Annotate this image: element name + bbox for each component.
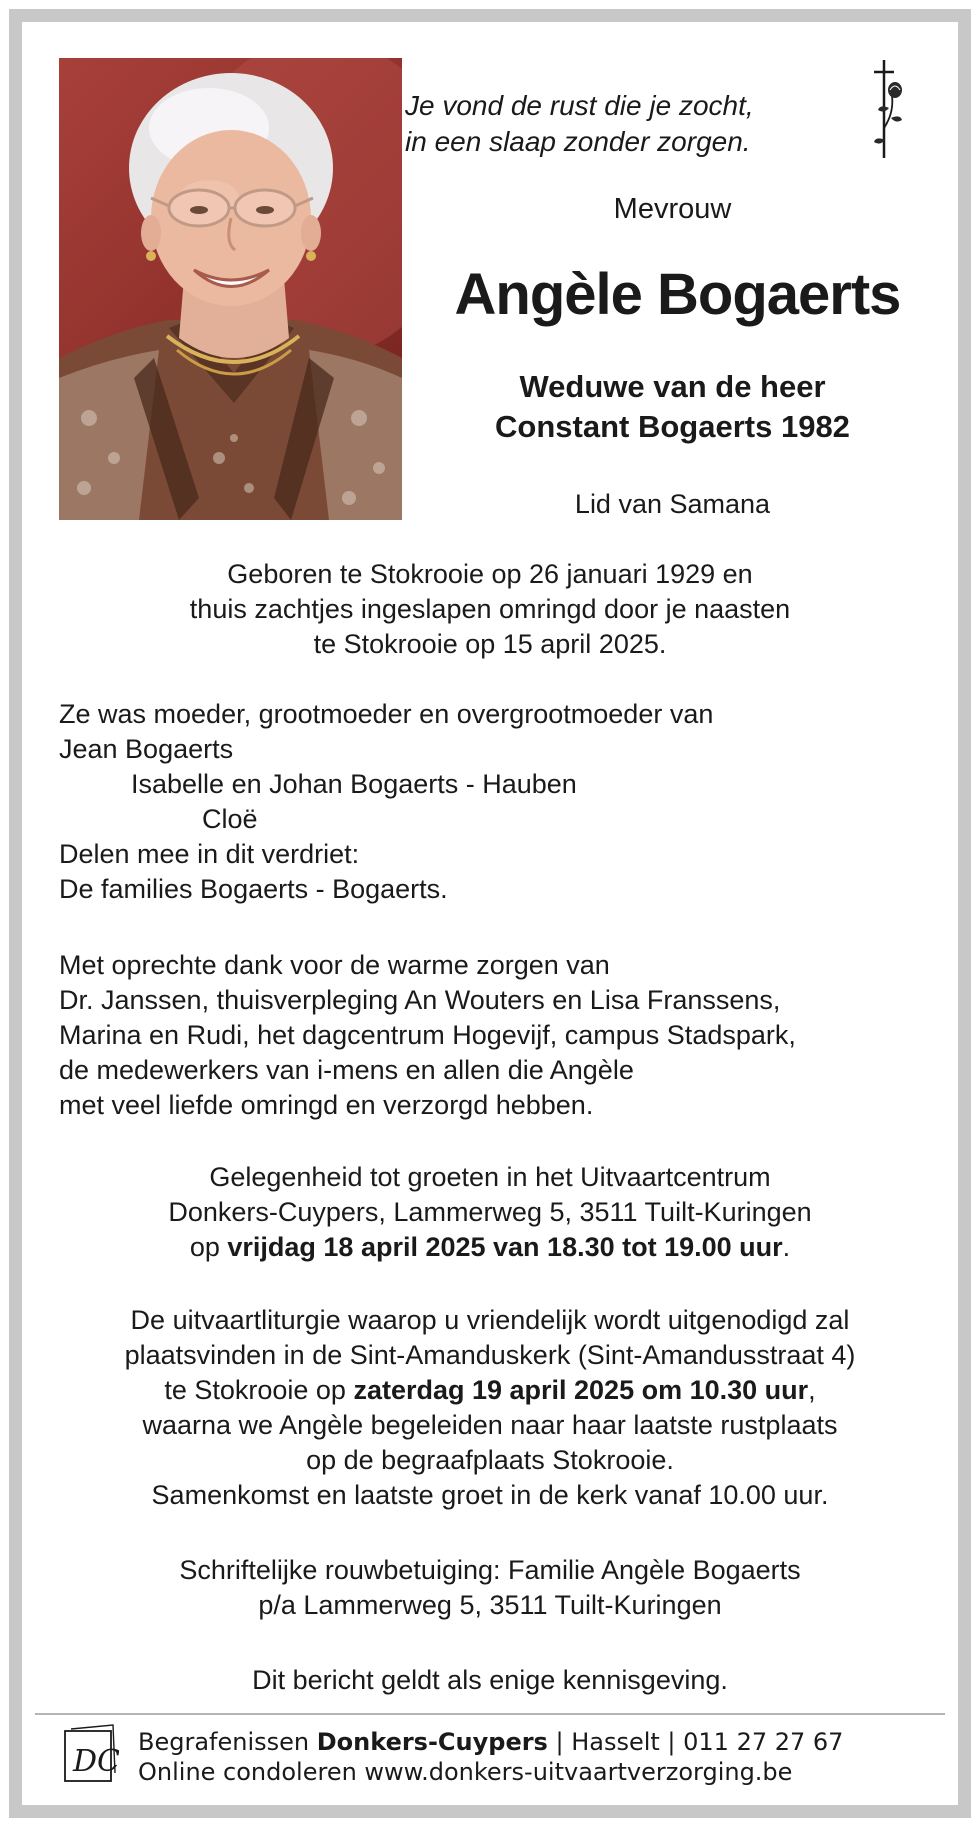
visitation-prefix: op xyxy=(189,1232,228,1262)
footer-line-1 xyxy=(138,1726,843,1758)
birth-line-3: te Stokrooie op 15 april 2025. xyxy=(313,629,667,659)
cross-with-rose-icon xyxy=(868,58,916,160)
funeral-line-6: Samenkomst en laatste groet in de kerk vanaf 10.00 uur. xyxy=(151,1480,829,1510)
family-great-grandchild: Cloë xyxy=(202,804,258,834)
funeral-datetime: zaterdag 19 april 2025 om 10.30 uur xyxy=(353,1375,809,1405)
thanks-line-5: met veel liefde omringd en verzorgd hebben. xyxy=(59,1090,594,1120)
visitation-line-1: Gelegenheid tot groeten in het Uitvaartcentrum xyxy=(209,1162,771,1192)
footer-company: Donkers-Cuypers xyxy=(316,1728,548,1756)
thanks-line-2: Dr. Janssen, thuisverpleging An Wouters en Lisa Franssens, xyxy=(59,985,781,1015)
family-child: Jean Bogaerts xyxy=(59,734,234,764)
thanks-line-1: Met oprechte dank voor de warme zorgen van xyxy=(59,950,610,980)
family-families: De families Bogaerts - Bogaerts. xyxy=(59,874,448,904)
family-share-intro: Delen mee in dit verdriet: xyxy=(59,839,360,869)
deceased-name: Angèle Bogaerts xyxy=(454,262,901,327)
thanks-line-3: Marina en Rudi, het dagcentrum Hogevijf, campus Stadspark, xyxy=(59,1020,796,1050)
funeral-suffix: , xyxy=(808,1375,816,1405)
condolence-line-1: Schriftelijke rouwbetuiging: Familie Angèle Bogaerts xyxy=(179,1555,801,1585)
footer-line-2: Online condoleren www.donkers-uitvaartverzorging.be xyxy=(138,1758,793,1786)
funeral-line-3 xyxy=(0,1373,980,1408)
visitation-line-3 xyxy=(0,1230,980,1265)
thanks-line-4: de medewerkers van i-mens en allen die Angèle xyxy=(59,1055,634,1085)
funeral-line-2: plaatsvinden in de Sint-Amanduskerk (Sint-Amandusstraat 4) xyxy=(124,1340,856,1370)
funeral-line-4: waarna we Angèle begeleiden naar haar laatste rustplaats xyxy=(142,1410,838,1440)
visitation-datetime: vrijdag 18 april 2025 van 18.30 tot 19.00 uur xyxy=(227,1232,783,1262)
funeral-prefix: te Stokrooie op xyxy=(164,1375,354,1405)
footer-contact: | Hasselt | 011 27 27 67 xyxy=(547,1728,844,1756)
birth-line-1: Geboren te Stokrooie op 26 januari 1929 en xyxy=(227,559,753,589)
visitation-suffix: . xyxy=(782,1232,791,1262)
widow-line-2: Constant Bogaerts 1982 xyxy=(495,409,850,444)
funeral-line-5: op de begraafplaats Stokrooie. xyxy=(306,1445,674,1475)
family-grandchild: Isabelle en Johan Bogaerts - Hauben xyxy=(131,769,577,799)
birth-line-2: thuis zachtjes ingeslapen omringd door je naasten xyxy=(189,594,791,624)
quote-line-1: Je vond de rust die je zocht, xyxy=(405,90,754,121)
widow-line-1: Weduwe van de heer xyxy=(519,369,826,404)
membership: Lid van Samana xyxy=(574,489,771,519)
quote-line-2: in een slaap zonder zorgen. xyxy=(405,126,751,157)
honorific: Mevrouw xyxy=(613,193,732,225)
condolence-line-2: p/a Lammerweg 5, 3511 Tuilt-Kuringen xyxy=(258,1590,722,1620)
visitation-line-2: Donkers-Cuypers, Lammerweg 5, 3511 Tuilt-Kuringen xyxy=(168,1197,812,1227)
footer-prefix: Begrafenissen xyxy=(138,1728,317,1756)
funeral-line-1: De uitvaartliturgie waarop u vriendelijk wordt uitgenodigd zal xyxy=(130,1305,850,1335)
family-intro: Ze was moeder, grootmoeder en overgrootmoeder van xyxy=(59,699,714,729)
notice: Dit bericht geldt als enige kennisgeving. xyxy=(252,1665,728,1695)
footer-divider xyxy=(35,1713,945,1715)
donkers-cuypers-logo xyxy=(63,1723,119,1785)
logo-letters: DC xyxy=(73,1744,119,1779)
portrait-photo xyxy=(59,58,402,520)
